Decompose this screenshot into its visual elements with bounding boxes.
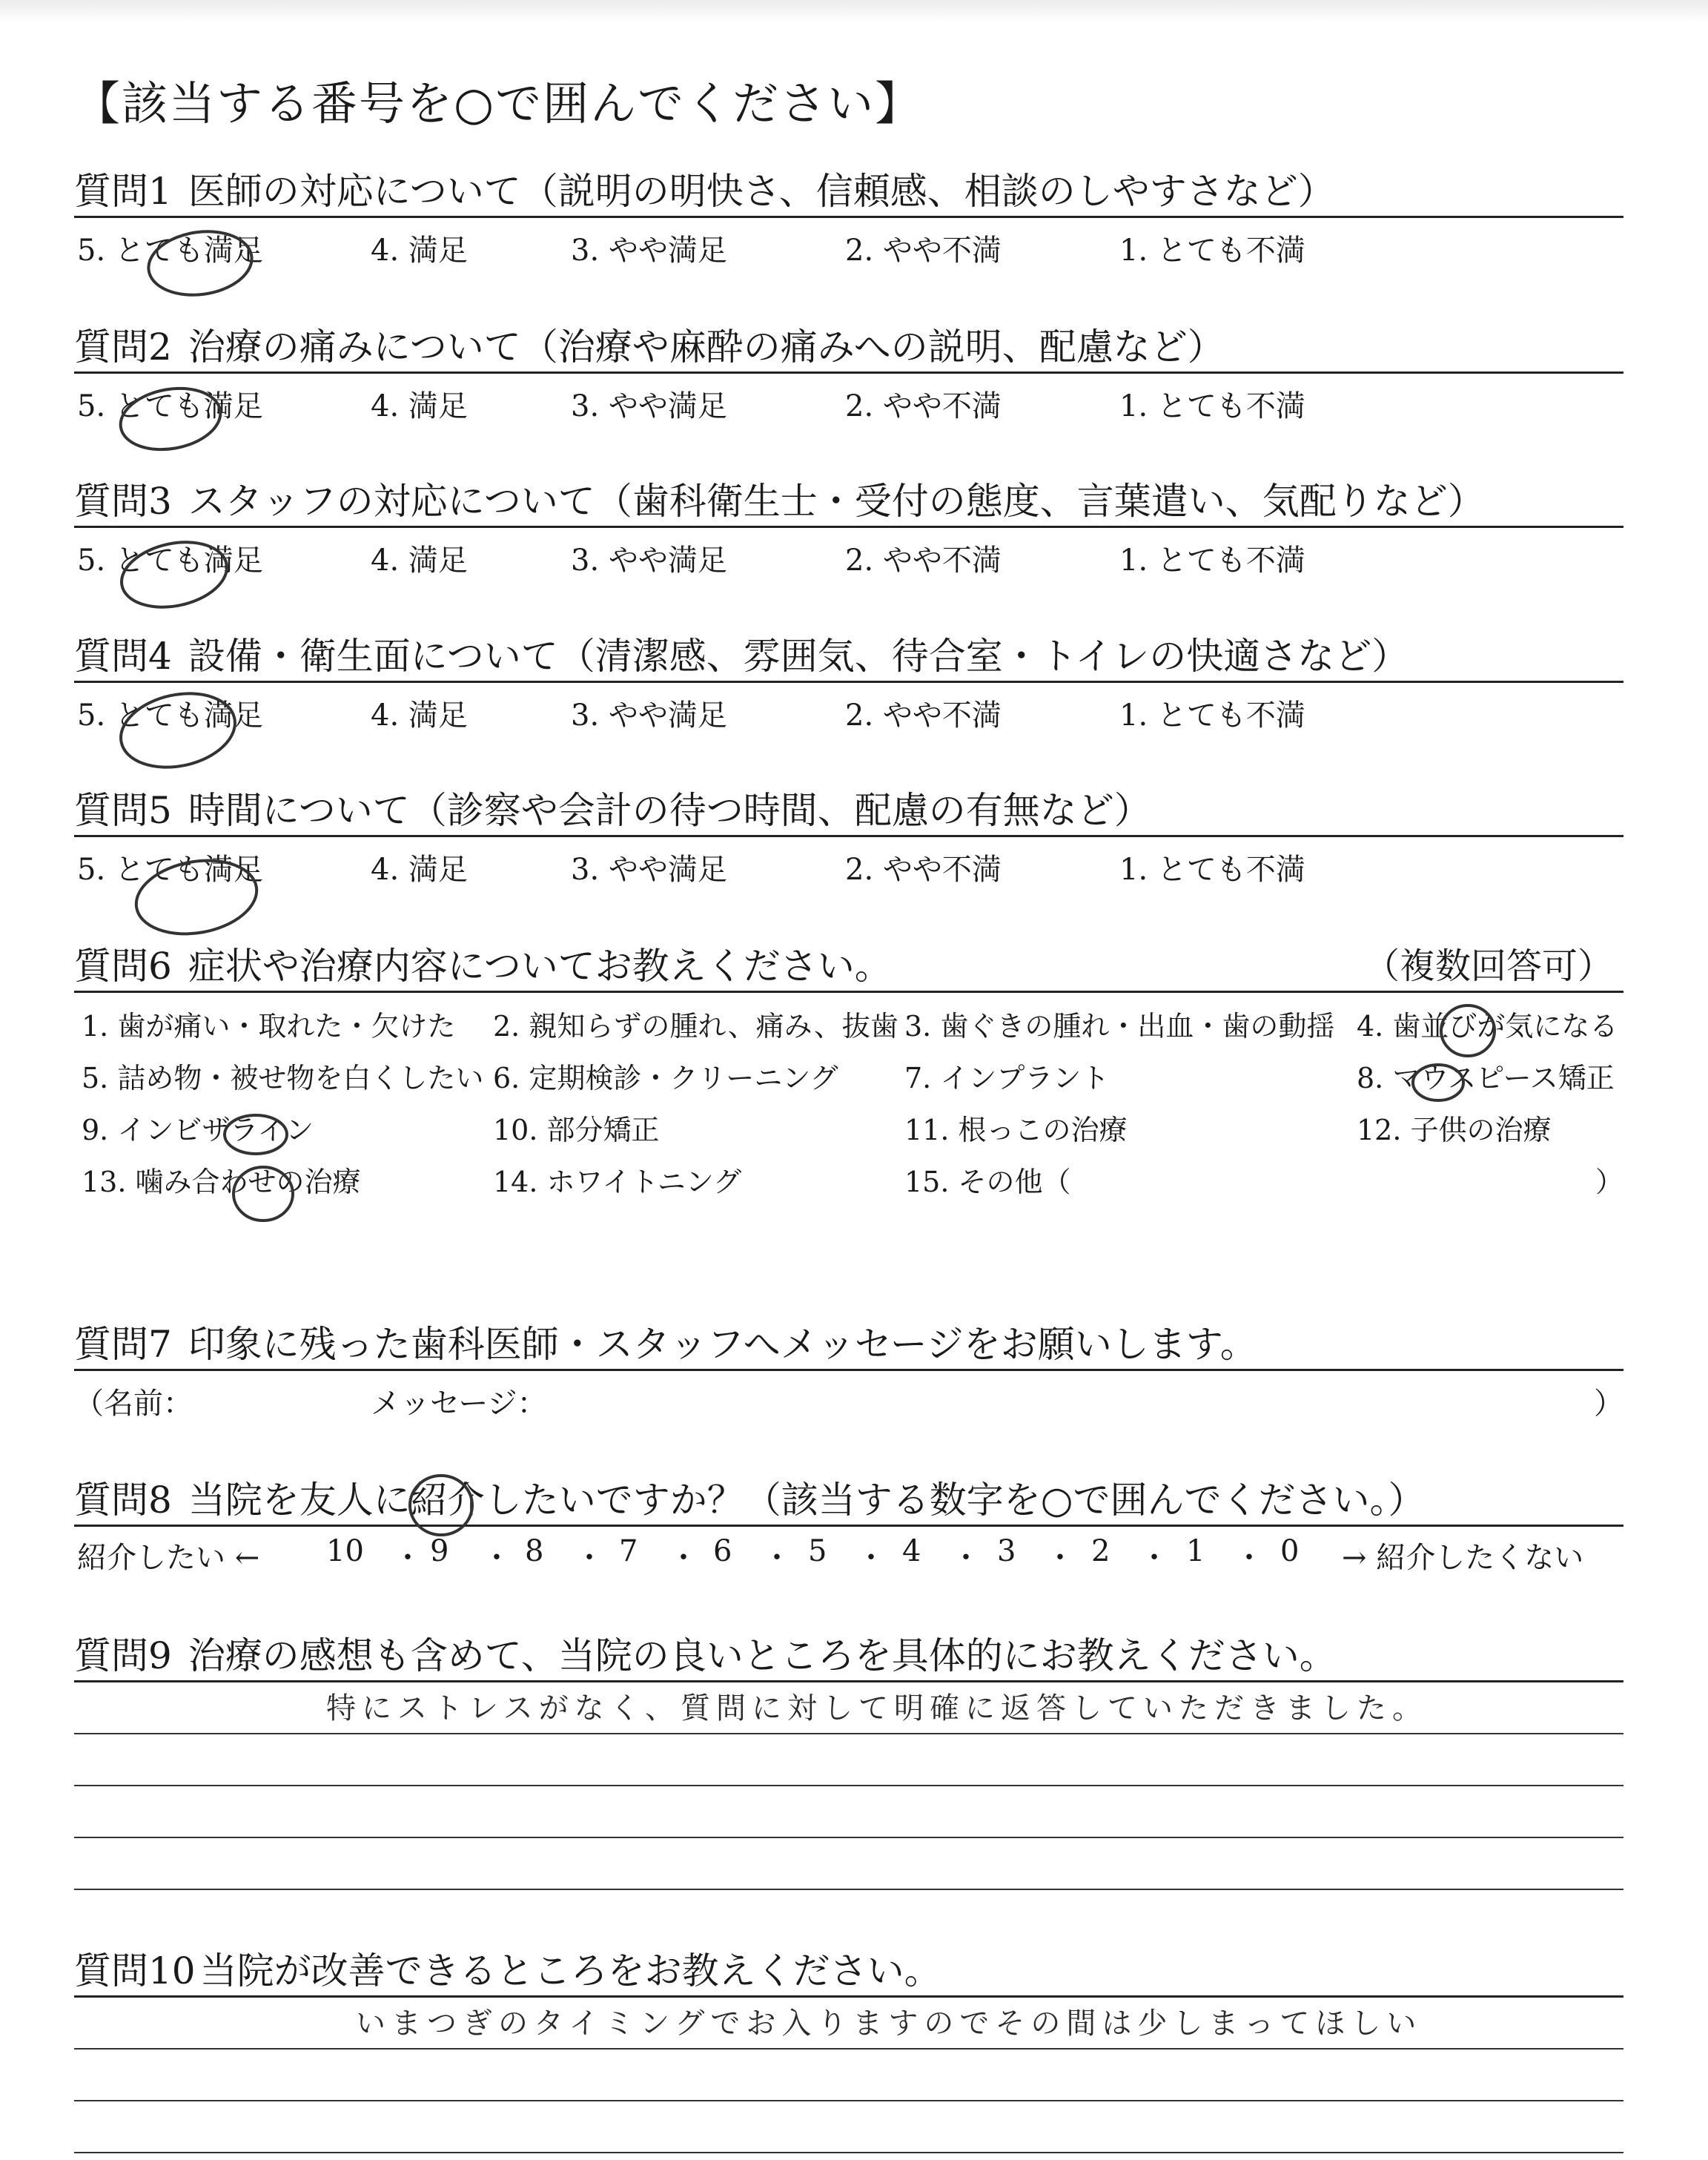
rating-options — [74, 846, 1623, 891]
answer-line[interactable] — [74, 2050, 1623, 2101]
other-close-paren: ） — [1595, 1166, 1623, 1198]
symptom-option[interactable]: 12. 子供の治療 — [1357, 1114, 1552, 1146]
message-label: メッセージ： — [371, 1387, 547, 1421]
scale-value[interactable]: 4 — [902, 1534, 921, 1568]
option-4[interactable]: 4. 満足 — [371, 389, 468, 423]
scale-value[interactable]: 2 — [1091, 1534, 1110, 1568]
question-number: 質問4 — [74, 635, 172, 678]
form-instruction: 【該当する番号を○で囲んでください】 — [74, 76, 923, 131]
scan-top-edge — [0, 0, 1708, 22]
rule-line — [74, 991, 1623, 993]
option-5[interactable]: 5. とても満足 — [77, 544, 263, 578]
symptom-option[interactable]: 3. 歯ぐきの腫れ・出血・歯の動揺 — [904, 1010, 1335, 1043]
rule-line — [74, 216, 1623, 218]
option-5[interactable]: 5. とても満足 — [77, 853, 263, 887]
message-field[interactable] — [74, 1380, 1623, 1424]
symptom-option[interactable]: 9. インビザライン — [82, 1114, 314, 1146]
scale-separator: ・ — [856, 1541, 886, 1575]
option-1[interactable]: 1. とても不満 — [1119, 234, 1305, 268]
option-4[interactable]: 4. 満足 — [371, 698, 468, 733]
option-1[interactable]: 1. とても不満 — [1119, 544, 1305, 578]
rule-line — [74, 835, 1623, 837]
answer-line[interactable] — [74, 1838, 1623, 1890]
option-3[interactable]: 3. やや満足 — [571, 389, 727, 423]
question-number: 質問3 — [74, 480, 172, 523]
question-3 — [74, 477, 1623, 581]
option-4[interactable]: 4. 満足 — [371, 853, 468, 887]
scale-separator: ・ — [669, 1541, 698, 1575]
question-number: 質問8 — [74, 1479, 172, 1522]
question-number: 質問10 — [74, 1949, 196, 1992]
scale-value[interactable]: 6 — [713, 1534, 732, 1568]
rule-line — [74, 1369, 1623, 1371]
question-text: 治療の感想も含めて、当院の良いところを具体的にお教えください。 — [188, 1634, 1337, 1677]
question-number: 質問2 — [74, 326, 172, 369]
option-5[interactable]: 5. とても満足 — [77, 234, 263, 268]
question-text: 医師の対応について（説明の明快さ、信頼感、相談のしやすさなど） — [188, 170, 1335, 213]
scale-separator: ・ — [1234, 1541, 1264, 1575]
answer-line[interactable] — [74, 1786, 1623, 1838]
option-2[interactable]: 2. やや不満 — [845, 853, 1002, 887]
symptom-option[interactable]: 7. インプラント — [904, 1062, 1110, 1094]
other-option[interactable]: 15. その他（ — [904, 1166, 1071, 1198]
scale-separator: ・ — [393, 1541, 423, 1575]
option-2[interactable]: 2. やや不満 — [845, 234, 1002, 268]
question-number: 質問5 — [74, 789, 172, 832]
rating-options — [74, 227, 1623, 271]
question-text: 印象に残った歯科医師・スタッフへメッセージをお願いします。 — [188, 1323, 1257, 1366]
message-close-paren: ） — [1594, 1387, 1623, 1421]
option-3[interactable]: 3. やや満足 — [571, 544, 727, 578]
symptom-option[interactable]: 11. 根っこの治療 — [904, 1114, 1128, 1146]
answer-line[interactable] — [74, 1998, 1623, 2050]
question-text: 症状や治療内容についてお教えください。 — [188, 945, 892, 988]
question-text: 当院を友人に紹介したいですか？（該当する数字を○で囲んでください。） — [188, 1479, 1426, 1522]
scale-value[interactable]: 1 — [1186, 1534, 1205, 1568]
symptom-option[interactable]: 6. 定期検診・クリーニング — [493, 1062, 838, 1094]
option-5[interactable]: 5. とても満足 — [77, 389, 263, 423]
option-4[interactable]: 4. 満足 — [371, 544, 468, 578]
question-10 — [74, 1946, 1623, 2153]
question-5 — [74, 786, 1623, 891]
question-1 — [74, 167, 1623, 271]
scale-value[interactable]: 5 — [808, 1534, 827, 1568]
rule-line — [74, 371, 1623, 374]
symptom-option[interactable]: 10. 部分矯正 — [493, 1114, 660, 1146]
name-label: （名前： — [74, 1387, 193, 1421]
option-2[interactable]: 2. やや不満 — [845, 698, 1002, 733]
option-1[interactable]: 1. とても不満 — [1119, 698, 1305, 733]
scale-right-label: → 紹介したくない — [1342, 1541, 1584, 1575]
scale-value[interactable]: 7 — [619, 1534, 638, 1568]
answer-line[interactable] — [74, 1682, 1623, 1734]
symptom-option[interactable]: 5. 詰め物・被せ物を白くしたい — [82, 1062, 484, 1094]
question-text: 時間について（診察や会計の待つ時間、配慮の有無など） — [188, 789, 1151, 832]
rule-line — [74, 681, 1623, 683]
scale-value[interactable]: 3 — [997, 1534, 1016, 1568]
rating-options — [74, 383, 1623, 427]
option-2[interactable]: 2. やや不満 — [845, 544, 1002, 578]
option-1[interactable]: 1. とても不満 — [1119, 389, 1305, 423]
question-6 — [74, 942, 1623, 1218]
question-text: 治療の痛みについて（治療や麻酔の痛みへの説明、配慮など） — [188, 326, 1225, 369]
option-3[interactable]: 3. やや満足 — [571, 853, 727, 887]
scale-separator: ・ — [951, 1541, 981, 1575]
symptom-option[interactable]: 4. 歯並びが気になる — [1357, 1010, 1618, 1043]
symptom-option[interactable]: 2. 親知らずの腫れ、痛み、抜歯 — [493, 1010, 898, 1043]
scale-value[interactable]: 0 — [1280, 1534, 1300, 1568]
option-3[interactable]: 3. やや満足 — [571, 698, 727, 733]
option-2[interactable]: 2. やや不満 — [845, 389, 1002, 423]
symptom-option[interactable]: 8. マウスピース矯正 — [1357, 1062, 1615, 1094]
option-4[interactable]: 4. 満足 — [371, 234, 468, 268]
option-3[interactable]: 3. やや満足 — [571, 234, 727, 268]
question-number: 質問7 — [74, 1323, 172, 1366]
rule-line — [74, 526, 1623, 528]
question-4 — [74, 632, 1623, 736]
question-text: 設備・衛生面について（清潔感、雰囲気、待合室・トイレの快適さなど） — [188, 635, 1409, 678]
question-8 — [74, 1476, 1623, 1579]
symptom-option[interactable]: 13. 噛み合わせの治療 — [82, 1166, 361, 1198]
scale-separator: ・ — [1045, 1541, 1075, 1575]
recommend-scale — [74, 1534, 1623, 1579]
handwritten-answer: 特にストレスがなく、質問に対して明確に返答していただきました。 — [326, 1691, 1428, 1725]
answer-line[interactable] — [74, 2101, 1623, 2153]
symptom-option[interactable]: 1. 歯が痛い・取れた・欠けた — [82, 1010, 456, 1043]
scale-separator: ・ — [762, 1541, 792, 1575]
scale-left-label: 紹介したい ← — [77, 1541, 260, 1575]
scale-value[interactable]: 8 — [525, 1534, 544, 1568]
rating-options — [74, 537, 1623, 581]
handwritten-answer: いまつぎのタイミングでお入りますのでその間は少しまってほしい — [356, 2007, 1423, 2041]
option-1[interactable]: 1. とても不満 — [1119, 853, 1305, 887]
question-text: 当院が改善できるところをお教えください。 — [199, 1949, 941, 1992]
question-number: 質問6 — [74, 945, 172, 988]
scale-value[interactable]: 10 — [326, 1534, 364, 1568]
rule-line — [74, 1525, 1623, 1527]
symptom-option[interactable]: 14. ホワイトニング — [493, 1166, 742, 1198]
answer-line[interactable] — [74, 1734, 1623, 1786]
scale-value[interactable]: 9 — [430, 1534, 449, 1568]
multiple-answer-note: （複数回答可） — [1363, 945, 1613, 987]
symptom-options — [74, 1003, 1623, 1218]
question-text: スタッフの対応について（歯科衛生士・受付の態度、言葉遣い、気配りなど） — [188, 480, 1485, 523]
scale-separator: ・ — [1139, 1541, 1169, 1575]
question-9 — [74, 1631, 1623, 1890]
rating-options — [74, 692, 1623, 736]
scale-separator: ・ — [575, 1541, 604, 1575]
question-number: 質問9 — [74, 1634, 172, 1677]
question-7 — [74, 1320, 1623, 1424]
option-5[interactable]: 5. とても満足 — [77, 698, 263, 733]
question-2 — [74, 323, 1623, 427]
scale-separator: ・ — [482, 1541, 512, 1575]
question-number: 質問1 — [74, 170, 172, 213]
